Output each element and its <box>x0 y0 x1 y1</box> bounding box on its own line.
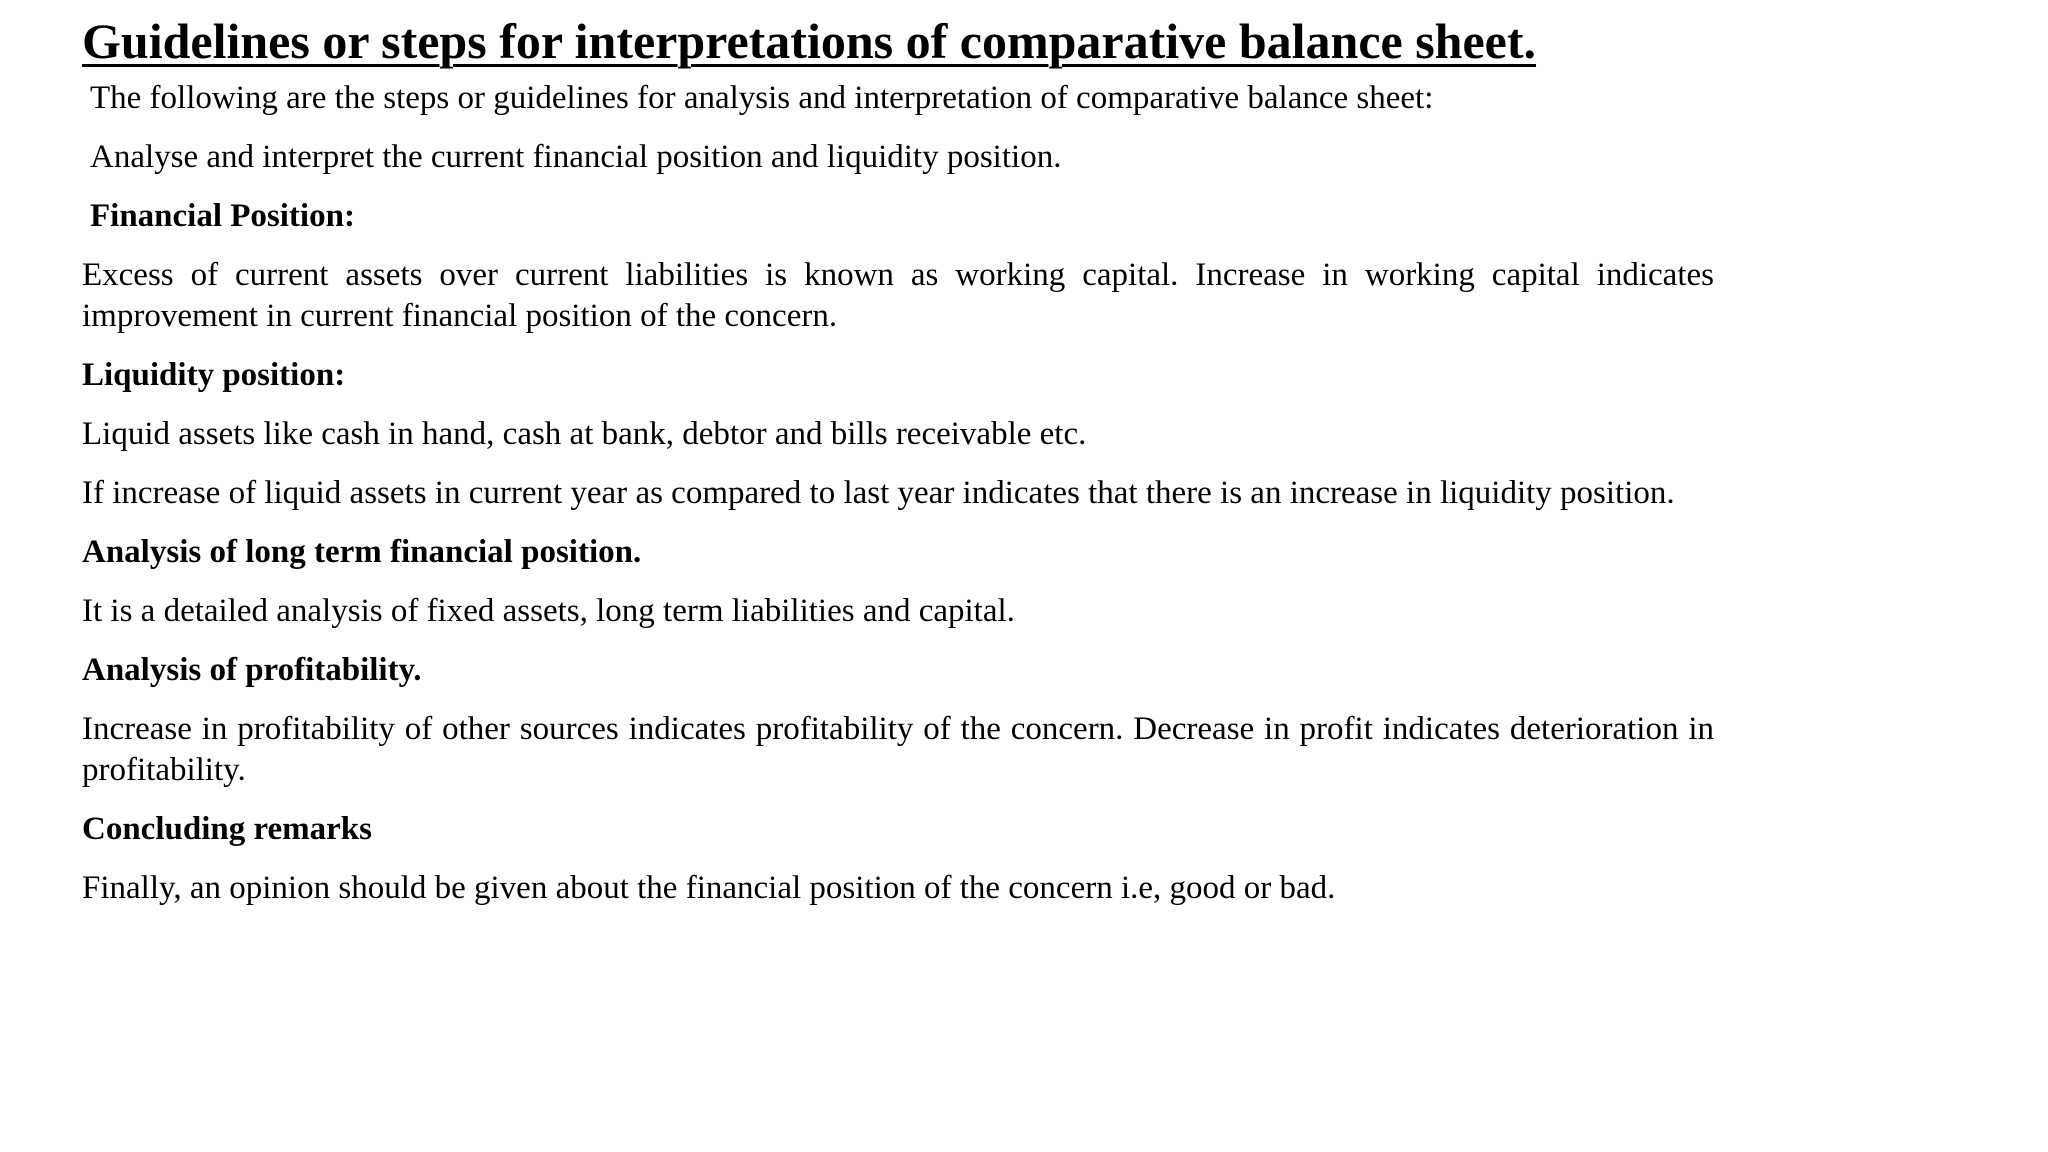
liquidity-position-text-1: Liquid assets like cash in hand, cash at bank, debtor and bills receivable etc. <box>82 416 1087 452</box>
long-term-text: It is a detailed analysis of fixed assets, long term liabilities and capital. <box>82 593 1015 629</box>
concluding-heading: Concluding remarks <box>82 811 373 847</box>
profitability-heading: Analysis of profitability. <box>82 652 422 688</box>
page-title: Guidelines or steps for interpretations of comparative balance sheet. <box>82 13 1537 69</box>
financial-position-heading: Financial Position: <box>90 198 355 234</box>
profitability-text: Increase in profitability of other sources indicates profitability of the concern. Decrease in profit indicates deterioration in profitability. <box>82 711 1714 788</box>
financial-position-text: Excess of current assets over current liabilities is known as working capital. Increase in working capital indicates improvement in current financial position of the concern. <box>82 257 1714 334</box>
long-term-heading: Analysis of long term financial position. <box>82 534 642 570</box>
intro-text: The following are the steps or guidelines for analysis and interpretation of comparative balance sheet: <box>90 80 1434 116</box>
liquidity-position-text-2: If increase of liquid assets in current year as compared to last year indicates that there is an increase in liquidity position. <box>82 475 1675 511</box>
current-position-step: Analyse and interpret the current financial position and liquidity position. <box>90 139 1062 175</box>
slide-content <box>82 10 1714 909</box>
concluding-text: Finally, an opinion should be given about the financial position of the concern i.e, good or bad. <box>82 870 1336 906</box>
liquidity-position-heading: Liquidity position: <box>82 357 346 393</box>
